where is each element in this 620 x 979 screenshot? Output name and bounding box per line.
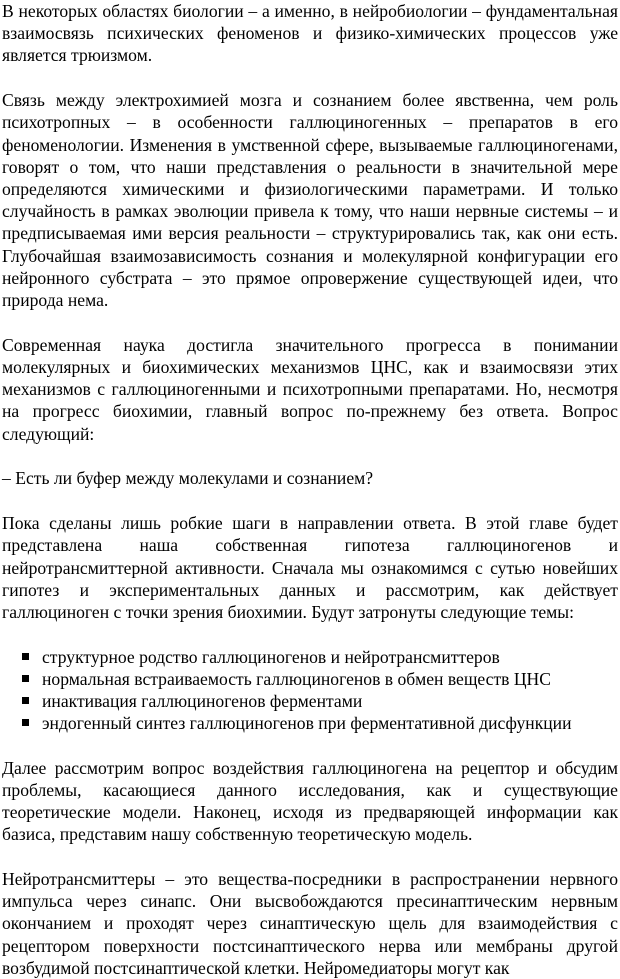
list-item [22,668,620,690]
list-item-text: инактивация галлюциногенов ферментами [42,691,363,712]
topics-bullet-list [2,646,620,735]
paragraph-chapter-overview: Пока сделаны лишь робкие шаги в направлении ответа. В этой главе будет представлена наша собственная гипотеза галлюциногенов и нейротрансмиттерной активности. Сначала мы ознакомимся с сутью новейших гипотез и экспериментальных данных и рассмотрим, как действует галлюциноген с точки зрения биохимии. Будут затронуты следующие темы: [2,513,618,623]
list-item-text: структурное родство галлюциногенов и нейротрансмиттеров [42,646,500,667]
paragraph-receptor-models: Далее рассмотрим вопрос воздействия галлюциногена на рецептор и обсудим проблемы, касающиеся данного исследования, как и существующие теоретические модели. Наконец, исходя из предваряющей информации как базиса, представим нашу собственную теоретическую модель. [2,757,618,845]
paragraph-modern-science: Современная наука достигла значительного прогресса в понимании молекулярных и биохимических механизмов ЦНС, как и взаимосвязи этих механизмов с галлюциногенными и психотропными препаратами. Но, несмотря на прогресс биохимии, главный вопрос по-прежнему без ответа. Вопрос следующий: [2,334,618,444]
square-bullet-icon [22,675,29,682]
paragraph-neurotransmitters: Нейротрансмиттеры – это вещества-посредники в распространении нервного импульса через синапс. Они высвобождаются пресинаптическим нервным окончанием и проходят через синаптическую щель для взаимодействия с рецептором поверхности постсинаптического нерва или мембраны другой возбудимой постсинаптической клетки. Нейромедиаторы могут как [2,869,618,978]
list-item [22,690,620,712]
square-bullet-icon [22,719,29,726]
list-item [22,712,620,734]
paragraph-question: – Есть ли буфер между молекулами и сознанием? [2,468,374,489]
list-item-text: эндогенный синтез галлюциногенов при ферментативной дисфункции [42,713,572,734]
paragraph-brain-consciousness: Связь между электрохимией мозга и сознанием более явственна, чем роль психотропных – в особенности галлюциногенных – препаратов в его феноменологии. Изменения в умственной сфере, вызываемые галлюциногенами, говорят о том, что наши представления о реальности в значительной мере определяются химическими и физиологическими параметрами. И только случайность в рамках эволюции привела к тому, что наши нервные системы – и предписываемая ими версия реальности – структурировались так, как они есть. Глубочайшая взаимозависимость сознания и молекулярной конфигурации его нейронного субстрата – это прямое опровержение существующей идеи, что природа нема. [2,90,618,311]
square-bullet-icon [22,653,29,660]
list-item [22,646,620,668]
paragraph-intro: В некоторых областях биологии – а именно, в нейробиологии – фундаментальная взаимосвязь психических феноменов и физико-химических процессов уже является трюизмом. [2,1,618,66]
square-bullet-icon [22,697,29,704]
list-item-text: нормальная встраиваемость галлюциногенов в обмен веществ ЦНС [42,669,551,690]
